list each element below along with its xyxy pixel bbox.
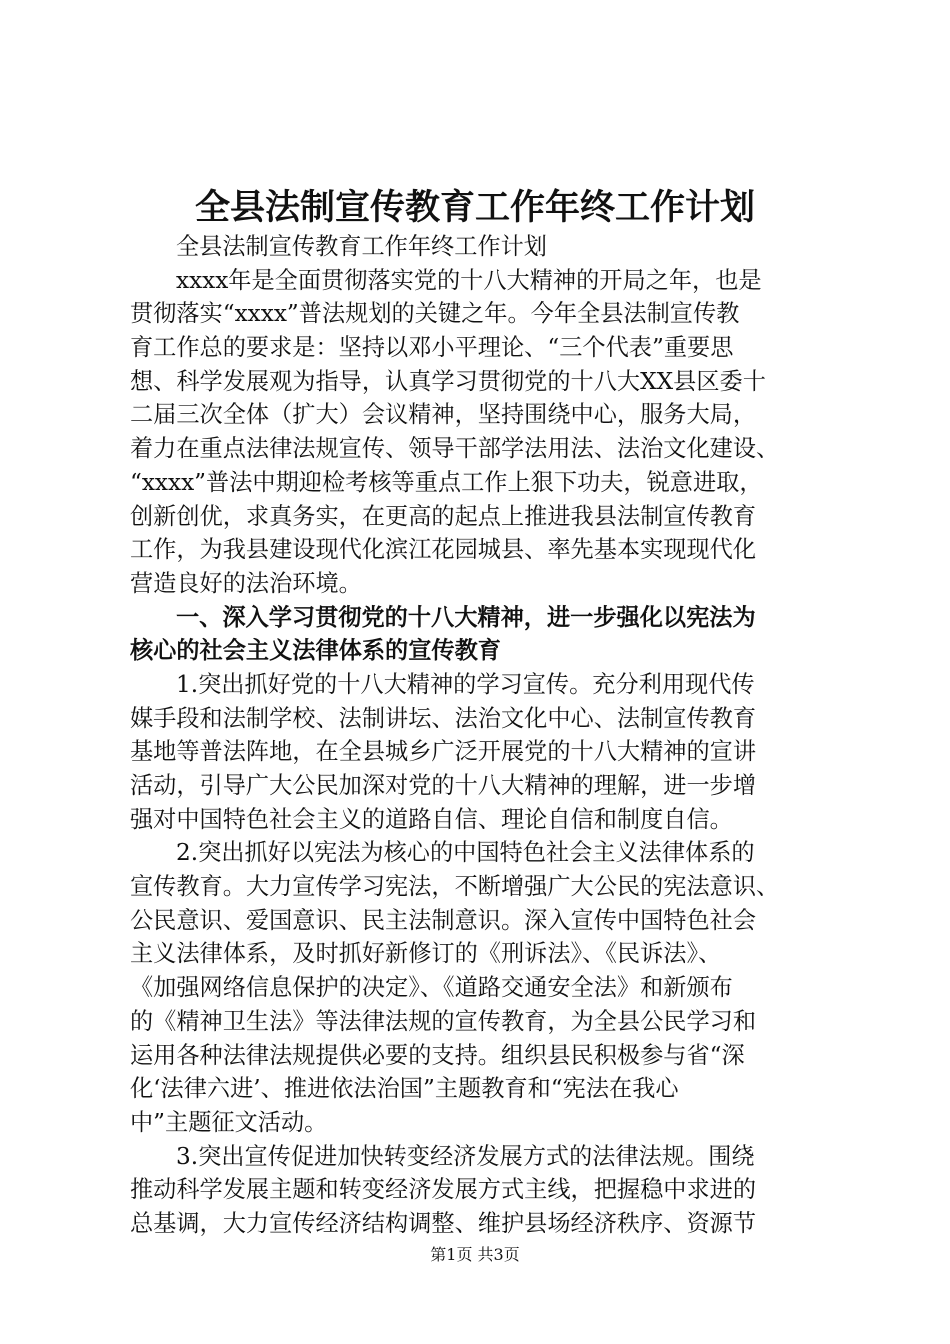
paragraph-line: 《加强网络信息保护的决定》、《道路交通安全法》和新颁布 — [130, 974, 733, 1002]
paragraph-line: 公民意识、爱国意识、民主法制意识。深入宣传中国特色社会 — [130, 906, 757, 934]
paragraph-line: 强对中国特色社会主义的道路自信、理论自信和制度自信。 — [130, 805, 733, 833]
paragraph-line: 的《精神卫生法》等法律法规的宣传教育，为全县公民学习和 — [130, 1007, 757, 1035]
section-heading-line: 核心的社会主义法律体系的宣传教育 — [130, 637, 501, 665]
paragraph-line: 着力在重点法律法规宣传、领导干部学法用法、法治文化建设、 — [130, 435, 780, 463]
paragraph-line: xxxx年是全面贯彻落实党的十八大精神的开局之年，也是 — [176, 266, 762, 294]
paragraph-line: 总基调，大力宣传经济结构调整、维护县场经济秩序、资源节 — [130, 1209, 757, 1237]
paragraph-line: 创新创优，求真务实，在更高的起点上推进我县法制宣传教育 — [130, 502, 757, 530]
paragraph-line: 基地等普法阵地，在全县城乡广泛开展党的十八大精神的宣讲 — [130, 738, 757, 766]
paragraph-line: 1.突出抓好党的十八大精神的学习宣传。充分利用现代传 — [176, 670, 755, 698]
paragraph-line: “xxxx”普法中期迎检考核等重点工作上狠下功夫，锐意进取， — [130, 468, 763, 496]
paragraph-line: 化‘法律六进’、推进依法治国”主题教育和“宪法在我心 — [130, 1075, 679, 1103]
paragraph-line: 育工作总的要求是：坚持以邓小平理论、“三个代表”重要思 — [130, 334, 734, 362]
subtitle-line: 全县法制宣传教育工作年终工作计划 — [176, 233, 547, 260]
paragraph-line: 想、科学发展观为指导，认真学习贯彻党的十八大XX县区委十 — [130, 367, 766, 395]
paragraph-line: 媒手段和法制学校、法制讲坛、法治文化中心、法制宣传教育 — [130, 704, 757, 732]
page-footer: 第1页 共3页 — [430, 1245, 520, 1264]
paragraph-line: 工作，为我县建设现代化滨江花园城县、率先基本实现现代化 — [130, 536, 757, 564]
paragraph-line: 二届三次全体（扩大）会议精神，坚持围绕中心，服务大局， — [130, 401, 757, 429]
paragraph-line: 3.突出宣传促进加快转变经济发展方式的法律法规。围绕 — [176, 1142, 755, 1170]
paragraph-line: 中”主题征文活动。 — [130, 1108, 328, 1136]
paragraph-line: 宣传教育。大力宣传学习宪法，不断增强广大公民的宪法意识、 — [130, 873, 780, 901]
paragraph-line: 贯彻落实“xxxx”普法规划的关键之年。今年全县法制宣传教 — [130, 300, 740, 328]
document-title: 全县法制宣传教育工作年终工作计划 — [194, 187, 755, 228]
paragraph-line: 主义法律体系，及时抓好新修订的《刑诉法》、《民诉法》、 — [130, 940, 722, 968]
paragraph-line: 推动科学发展主题和转变经济发展方式主线，把握稳中求进的 — [130, 1176, 757, 1204]
document-body — [130, 230, 830, 1241]
paragraph-line: 运用各种法律法规提供必要的支持。组织县民积极参与省“深 — [130, 1041, 745, 1069]
paragraph-line: 营造良好的法治环境。 — [130, 569, 362, 597]
paragraph-line: 活动，引导广大公民加深对党的十八大精神的理解，进一步增 — [130, 772, 757, 799]
section-heading-line: 一、深入学习贯彻党的十八大精神，进一步强化以宪法为 — [176, 603, 756, 631]
paragraph-line: 2.突出抓好以宪法为核心的中国特色社会主义法律体系的 — [176, 839, 755, 867]
